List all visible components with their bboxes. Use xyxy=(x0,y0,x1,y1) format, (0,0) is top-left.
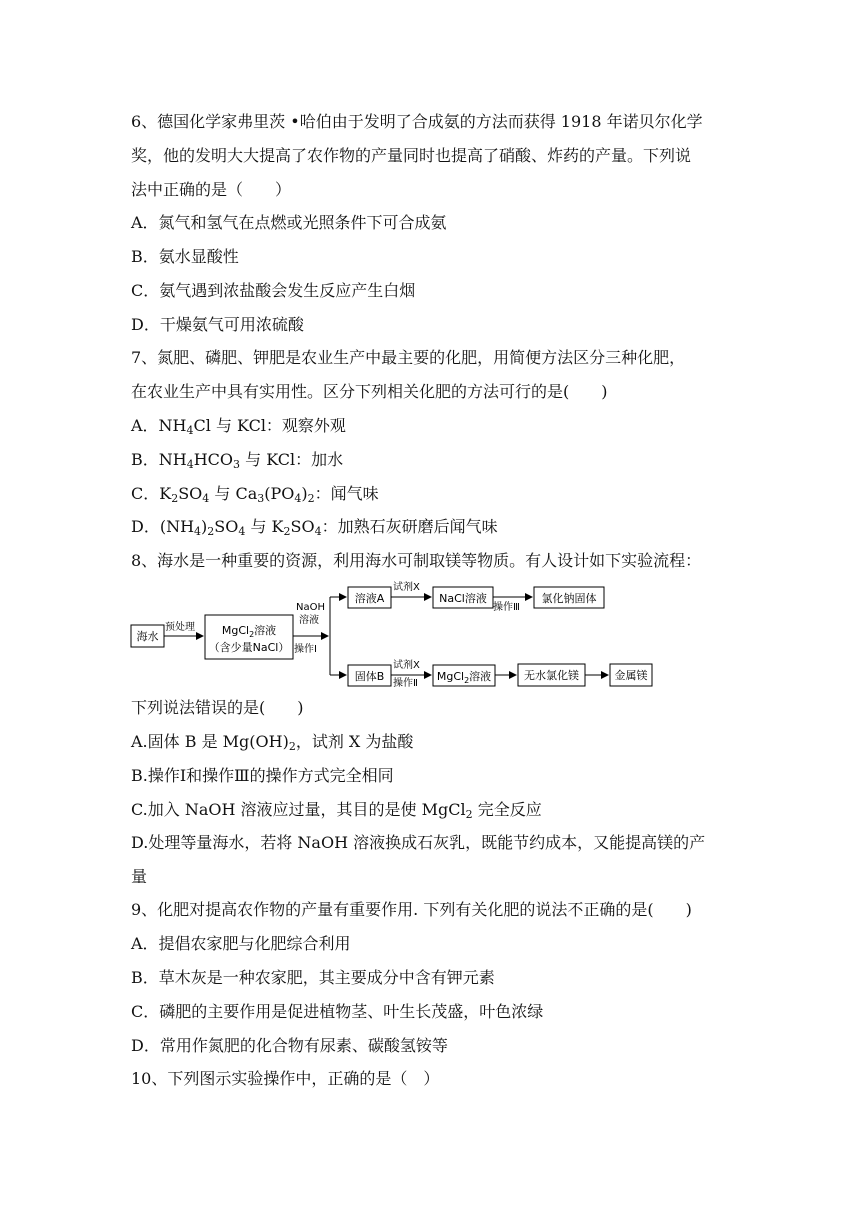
q8-option-b: B.操作Ⅰ和操作Ⅲ的操作方式完全相同 xyxy=(131,766,394,785)
flow-reagent-x-top-label: 试剂X xyxy=(393,582,420,593)
flow-nacl-solution-box xyxy=(433,587,493,608)
flow-anhydrous-mgcl2-box xyxy=(518,664,585,686)
flow-naoh-label: NaOH xyxy=(296,602,325,613)
q9-stem: 9、化肥对提高农作物的产量有重要作用. 下列有关化肥的说法不正确的是( ) xyxy=(131,900,692,919)
q7-stem-line1: 7、氮肥、磷肥、钾肥是农业生产中最主要的化肥，用简便方法区分三种化肥， xyxy=(131,348,686,367)
flow-solid-b-box xyxy=(348,665,391,686)
flow-op3-label: 操作Ⅲ xyxy=(493,602,520,613)
q7-option-b: B．$NH_4HCO_3$ 与 KCl：加水 xyxy=(131,450,344,471)
svg-text:金属镁: 金属镁 xyxy=(614,669,648,682)
q8-stem-line2: 下列说法错误的是( ) xyxy=(131,698,304,717)
q9-option-b: B．草木灰是一种农家肥，其主要成分中含有钾元素 xyxy=(131,968,495,987)
flow-mgcl2-box xyxy=(205,615,293,659)
q6-option-b: B．氨水显酸性 xyxy=(131,247,239,266)
q6-stem-line2: 奖，他的发明大大提高了农作物的产量同时也提高了硝酸、炸药的产量。下列说 xyxy=(131,146,692,165)
flow-solution-label: 溶液 xyxy=(299,615,319,626)
flow-nacl-solid-box xyxy=(534,587,604,608)
q9-option-d: D．常用作氮肥的化合物有尿素、碳酸氢铵等 xyxy=(131,1036,448,1055)
flow-pretreat-label: 预处理 xyxy=(165,622,195,633)
q7-option-d: D．$(NH_4)_2SO_4$ 与 $K_2SO_4$：加熟石灰研磨后闻气味 xyxy=(131,517,498,538)
flow-seawater-box xyxy=(131,625,164,647)
q6-stem-line1: 6、德国化学家弗里茨 •哈伯由于发明了合成氨的方法而获得 1918 年诺贝尔化学 xyxy=(131,112,703,131)
q10-stem: 10、下列图示实验操作中，正确的是（ ） xyxy=(131,1069,440,1088)
svg-text:MgCl2溶液: MgCl$_2$溶液 xyxy=(436,670,492,685)
q7-option-c: C．$K_2SO_4$ 与 $Ca_3(PO_4)_2$：闻气味 xyxy=(131,484,379,505)
flow-solution-a-box xyxy=(348,587,391,608)
q7-option-a: A．$NH_4Cl$ 与 KCl：观察外观 xyxy=(131,416,346,437)
q8-option-c: C.加入 NaOH 溶液应过量，其目的是使 MgCl$_2$ 完全反应 xyxy=(131,800,542,821)
svg-text:氯化钠固体: 氯化钠固体 xyxy=(541,592,597,605)
q6-option-a: A．氮气和氢气在点燃或光照条件下可合成氨 xyxy=(131,213,447,232)
flow-mgcl2-solution-box xyxy=(433,665,495,686)
q8-option-d-line2: 量 xyxy=(131,867,148,886)
svg-text:NaCl溶液: NaCl溶液 xyxy=(439,592,487,605)
q9-option-c: C．磷肥的主要作用是促进植物茎、叶生长茂盛，叶色浓绿 xyxy=(131,1002,544,1021)
q7-stem-line2: 在农业生产中具有实用性。区分下列相关化肥的方法可行的是( ) xyxy=(131,382,608,401)
svg-text:固体B: 固体B xyxy=(354,670,385,683)
q6-option-d: D．干燥氨气可用浓硫酸 xyxy=(131,315,304,334)
q9-option-a: A．提倡农家肥与化肥综合利用 xyxy=(131,934,351,953)
svg-text:无水氯化镁: 无水氯化镁 xyxy=(524,669,579,682)
q6-stem-line3: 法中正确的是（ ） xyxy=(131,180,292,199)
flow-metal-mg-box xyxy=(610,664,652,686)
svg-text:（含少量NaCl）: （含少量NaCl） xyxy=(208,641,290,654)
flow-reagent-x-bottom-label: 试剂X xyxy=(393,660,420,671)
q8-option-a: A.固体 B 是 $Mg(OH)_2$，试剂 X 为盐酸 xyxy=(131,732,414,753)
flow-op2-label: 操作Ⅱ xyxy=(393,678,418,689)
q6-option-c: C．氨气遇到浓盐酸会发生反应产生白烟 xyxy=(131,281,416,300)
svg-text:海水: 海水 xyxy=(136,630,159,643)
q8-option-d-line1: D.处理等量海水，若将 NaOH 溶液换成石灰乳，既能节约成本，又能提高镁的产 xyxy=(131,833,706,852)
svg-text:MgCl2溶液: MgCl$_2$溶液 xyxy=(221,624,277,639)
q8-flowchart xyxy=(128,580,658,690)
q8-stem-line1: 8、海水是一种重要的资源，利用海水可制取镁等物质。有人设计如下实验流程： xyxy=(131,551,702,570)
svg-text:溶液A: 溶液A xyxy=(354,592,385,605)
flow-op1-label: 操作Ⅰ xyxy=(294,644,317,655)
